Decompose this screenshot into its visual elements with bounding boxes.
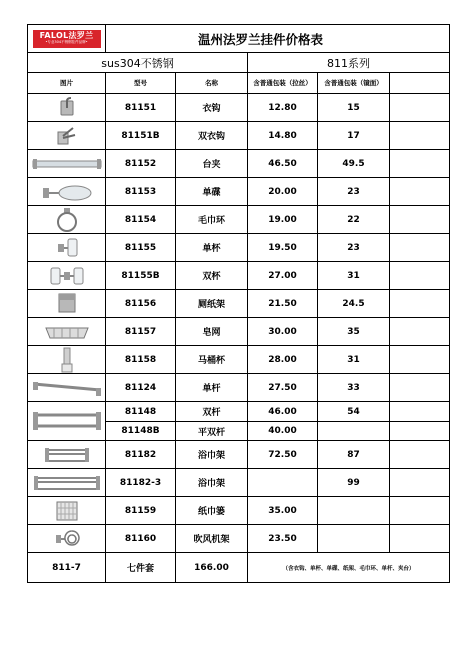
- paper-holder-icon: [28, 290, 105, 317]
- tissue-basket-icon: [28, 497, 105, 524]
- towel-bar-icon: [28, 374, 105, 401]
- brand-logo: FALOL法罗兰 •专业304不锈钢挂件品牌•: [33, 30, 101, 48]
- price-mirror-cell: 87: [318, 441, 390, 469]
- price-mirror-cell: [318, 497, 390, 525]
- price-brushed-cell: [248, 469, 318, 497]
- name-cell: 厕纸架: [176, 290, 248, 318]
- name-cell: 双杯: [176, 262, 248, 290]
- header-image: 图片: [28, 73, 106, 94]
- set-row: [28, 553, 450, 583]
- model-cell: 81155: [106, 234, 176, 262]
- header-row: [28, 73, 450, 94]
- logo-cell: [28, 25, 106, 53]
- price-mirror-cell: 23: [318, 234, 390, 262]
- name-cell: 吹风机架: [176, 525, 248, 553]
- price-mirror-cell: 49.5: [318, 150, 390, 178]
- model-cell: 81160: [106, 525, 176, 553]
- name-cell: 单杆: [176, 374, 248, 402]
- header-price-brushed: 含普通包装（拉丝）: [248, 73, 318, 94]
- model-cell: 81182-3: [106, 469, 176, 497]
- price-brushed-cell: 30.00: [248, 318, 318, 346]
- price-brushed-cell: 46.00: [248, 402, 318, 422]
- price-mirror-cell: 24.5: [318, 290, 390, 318]
- single-cup-icon: [28, 234, 105, 261]
- model-cell: 81124: [106, 374, 176, 402]
- page-title: 温州法罗兰挂件价格表: [106, 25, 450, 53]
- header-price-mirror: 含普通包装（镜面）: [318, 73, 390, 94]
- price-mirror-cell: 54: [318, 402, 390, 422]
- towel-rack-wide-icon: [28, 469, 105, 496]
- name-cell: 浴巾架: [176, 441, 248, 469]
- set-model-cell: 811-7: [28, 553, 106, 583]
- name-cell: 衣钩: [176, 94, 248, 122]
- dryer-holder-icon: [28, 525, 105, 552]
- name-cell: 浴巾架: [176, 469, 248, 497]
- soap-basket-icon: [28, 318, 105, 345]
- price-table: [27, 24, 450, 583]
- price-brushed-cell: 46.50: [248, 150, 318, 178]
- model-cell: 81155B: [106, 262, 176, 290]
- price-brushed-cell: 27.50: [248, 374, 318, 402]
- price-mirror-cell: 22: [318, 206, 390, 234]
- price-mirror-cell: 99: [318, 469, 390, 497]
- double-cup-icon: [28, 262, 105, 289]
- name-cell: 马桶杯: [176, 346, 248, 374]
- name-cell: 皂网: [176, 318, 248, 346]
- section-row: [28, 53, 450, 73]
- price-sheet: [27, 24, 449, 583]
- name-cell: 单杯: [176, 234, 248, 262]
- price-mirror-cell: 35: [318, 318, 390, 346]
- price-mirror-cell: [318, 422, 390, 441]
- name-cell: 台夹: [176, 150, 248, 178]
- double-bar-icon: [28, 402, 105, 440]
- price-brushed-cell: 19.00: [248, 206, 318, 234]
- price-mirror-cell: [318, 525, 390, 553]
- towel-ring-icon: [28, 206, 105, 233]
- name-cell: 双衣钩: [176, 122, 248, 150]
- set-price-cell: 166.00: [176, 553, 248, 583]
- price-mirror-cell: 23: [318, 178, 390, 206]
- hook-icon: [28, 94, 105, 121]
- model-cell: 81182: [106, 441, 176, 469]
- set-contents-note: （含衣钩、单杯、单碟、纸架、毛巾环、单杆、夹台）: [248, 553, 450, 583]
- section-series: 811系列: [248, 53, 450, 73]
- price-brushed-cell: 20.00: [248, 178, 318, 206]
- section-material: sus304不锈钢: [28, 53, 248, 73]
- double-hook-icon: [28, 122, 105, 149]
- price-mirror-cell: 17: [318, 122, 390, 150]
- price-mirror-cell: 31: [318, 262, 390, 290]
- price-brushed-cell: 12.80: [248, 94, 318, 122]
- price-brushed-cell: 40.00: [248, 422, 318, 441]
- price-brushed-cell: 21.50: [248, 290, 318, 318]
- model-cell: 81158: [106, 346, 176, 374]
- price-mirror-cell: 15: [318, 94, 390, 122]
- price-brushed-cell: 23.50: [248, 525, 318, 553]
- model-cell: 81156: [106, 290, 176, 318]
- header-model: 型号: [106, 73, 176, 94]
- name-cell: 纸巾篓: [176, 497, 248, 525]
- model-cell: 81148: [106, 402, 176, 422]
- set-name-cell: 七件套: [106, 553, 176, 583]
- model-cell: 81148B: [106, 422, 176, 441]
- towel-rack-icon: [28, 441, 105, 468]
- model-cell: 81152: [106, 150, 176, 178]
- shelf-icon: [28, 150, 105, 177]
- price-brushed-cell: 72.50: [248, 441, 318, 469]
- price-brushed-cell: 27.00: [248, 262, 318, 290]
- header-name: 名称: [176, 73, 248, 94]
- price-mirror-cell: 33: [318, 374, 390, 402]
- model-cell: 81151: [106, 94, 176, 122]
- model-cell: 81157: [106, 318, 176, 346]
- model-cell: 81153: [106, 178, 176, 206]
- name-cell: 毛巾环: [176, 206, 248, 234]
- toilet-brush-icon: [28, 346, 105, 373]
- model-cell: 81159: [106, 497, 176, 525]
- name-cell: 单碟: [176, 178, 248, 206]
- price-brushed-cell: 28.00: [248, 346, 318, 374]
- name-cell: 双杆: [176, 402, 248, 422]
- price-mirror-cell: 31: [318, 346, 390, 374]
- title-row: [28, 25, 450, 53]
- name-cell: 平双杆: [176, 422, 248, 441]
- header-blank: [390, 73, 450, 94]
- model-cell: 81151B: [106, 122, 176, 150]
- price-brushed-cell: 35.00: [248, 497, 318, 525]
- price-brushed-cell: 19.50: [248, 234, 318, 262]
- model-cell: 81154: [106, 206, 176, 234]
- soap-dish-icon: [28, 178, 105, 205]
- price-brushed-cell: 14.80: [248, 122, 318, 150]
